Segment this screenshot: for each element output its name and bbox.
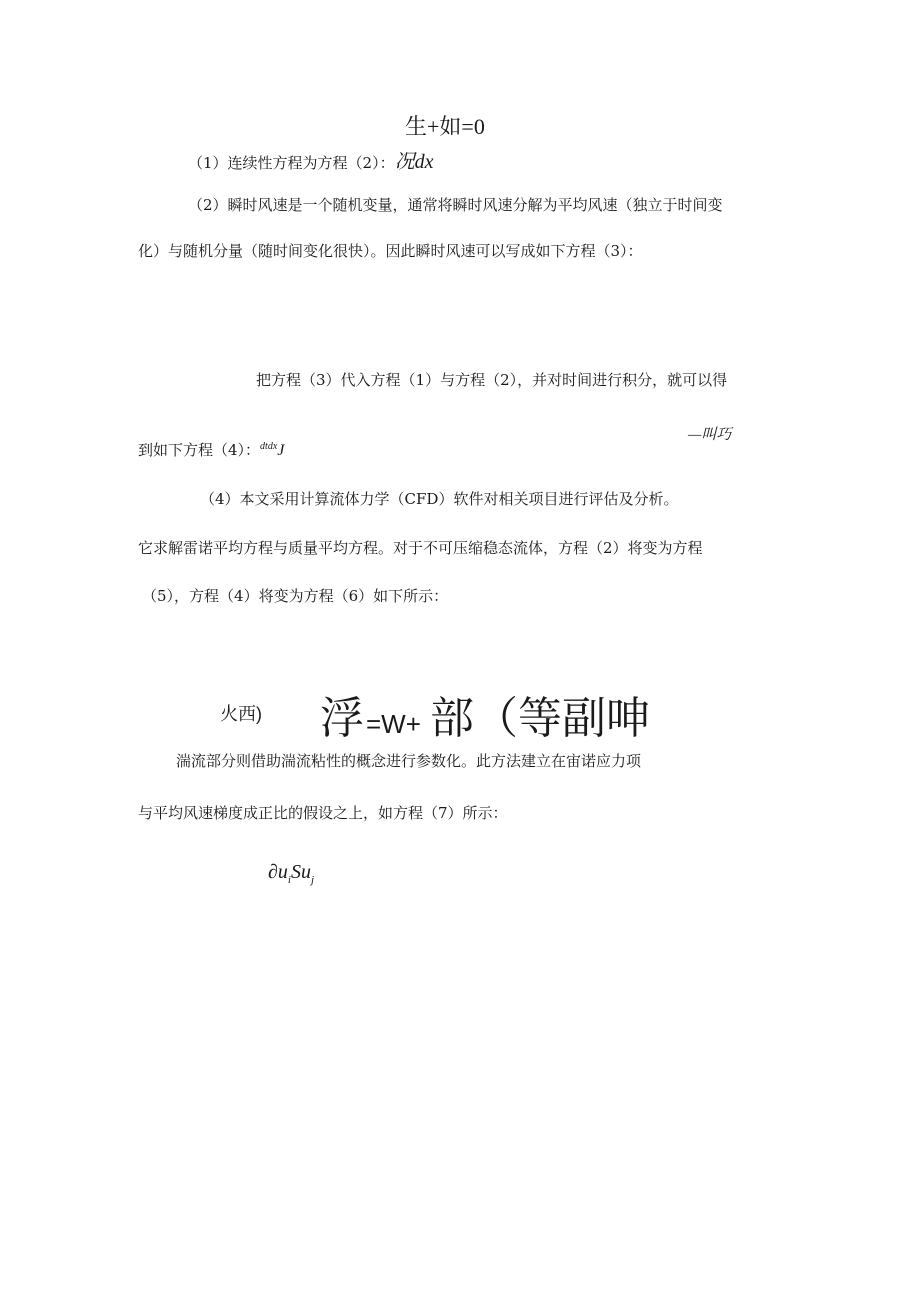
paragraph-1-formula: 况dx xyxy=(394,151,434,173)
paragraph-3-line-1: 把方程（3）代入方程（1）与方程（2），并对时间进行积分，就可以得 xyxy=(256,371,728,389)
paragraph-4-line-2: 它求解雷诺平均方程与质量平均方程。对于不可压缩稳态流体，方程（2）将变为方程 xyxy=(138,539,703,557)
paragraph-2-line-2: 化）与随机分量（随时间变化很快）。因此瞬时风速可以写成如下方程（3）： xyxy=(138,242,643,260)
paragraph-1 xyxy=(188,152,433,172)
paragraph-3-formula-small: dtdx xyxy=(260,441,278,452)
formula-bottom-b: Su xyxy=(290,861,311,883)
heading-formula: 生+如=0 xyxy=(405,114,485,139)
formula-row-part-2: =W+ xyxy=(366,709,421,739)
paragraph-5-line-2: 与平均风速梯度成正比的假设之上，如方程（7）所示： xyxy=(138,804,508,822)
formula-bottom xyxy=(268,862,314,886)
paragraph-3-line-2 xyxy=(138,442,284,459)
formula-bottom-b-sub: j xyxy=(310,874,315,886)
formula-row-part-1: 浮 xyxy=(320,693,364,744)
formula-row-left: 火西) xyxy=(220,704,262,724)
paragraph-4-line-3: （5），方程（4）将变为方程（6）如下所示： xyxy=(142,587,449,605)
formula-bottom-a-sub: i xyxy=(287,874,291,886)
paragraph-3-formula-J: J xyxy=(277,442,285,459)
formula-row-part-3: 部（等副呻 xyxy=(430,693,650,744)
paragraph-2-line-1: （2）瞬时风速是一个随机变量，通常将瞬时风速分解为平均风速（独立于时间变 xyxy=(188,196,723,214)
paragraph-3-right-fragment: —叫巧 xyxy=(688,427,732,443)
paragraph-5-line-1: 湍流部分则借助湍流粘性的概念进行参数化。此方法建立在宙诺应力项 xyxy=(176,752,642,770)
paragraph-3-line-2-text: 到如下方程（4）： xyxy=(138,441,261,459)
paragraph-1-text: （1）连续性方程为方程（2）： xyxy=(188,154,395,172)
formula-bottom-a: ∂u xyxy=(268,861,288,883)
paragraph-4-line-1: （4）本文采用计算流体力学（CFD）软件对相关项目进行评估及分析。 xyxy=(200,490,679,508)
